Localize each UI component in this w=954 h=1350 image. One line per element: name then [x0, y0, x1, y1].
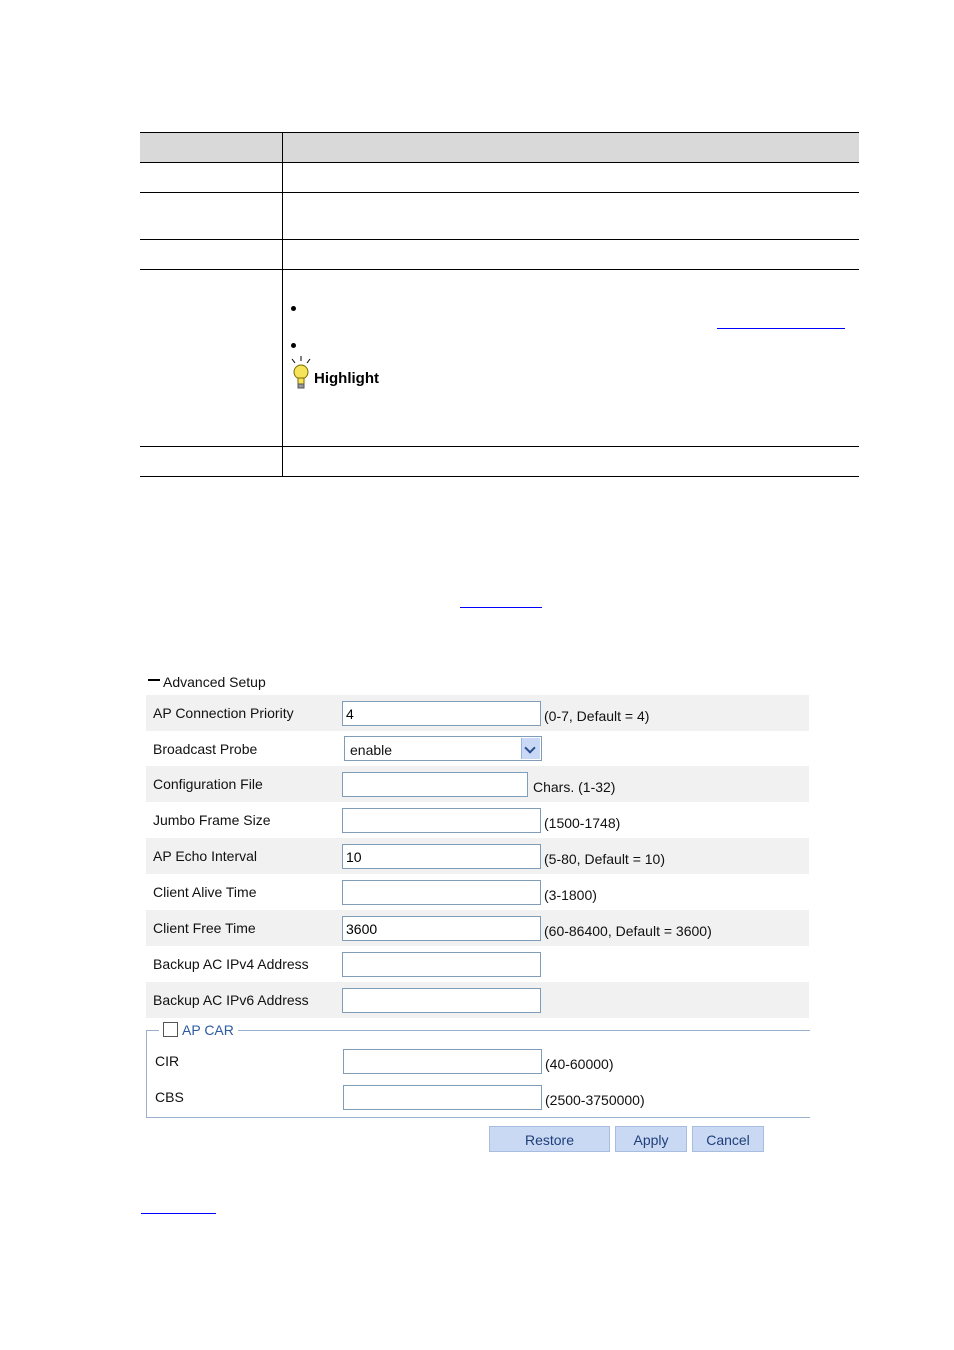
cbs-input[interactable]	[343, 1085, 542, 1110]
restore-button[interactable]: Restore	[489, 1126, 610, 1152]
backup-ac-ipv6-row	[146, 982, 809, 1018]
table-cell	[140, 270, 283, 447]
table-cell	[283, 163, 860, 193]
cross-reference-link[interactable]	[717, 328, 845, 329]
client-free-time-input[interactable]	[342, 916, 541, 941]
ap-connection-priority-hint: (0-7, Default = 4)	[544, 708, 650, 724]
table-cell	[283, 447, 860, 477]
client-free-time-label: Client Free Time	[153, 920, 256, 936]
ap-connection-priority-label: AP Connection Priority	[153, 705, 294, 721]
backup-ac-ipv6-input[interactable]	[342, 988, 541, 1013]
cancel-button[interactable]: Cancel	[692, 1126, 764, 1152]
table-cell	[140, 240, 283, 270]
configuration-file-input[interactable]	[342, 772, 528, 797]
client-alive-time-row	[146, 874, 809, 910]
broadcast-probe-row	[146, 731, 809, 767]
backup-ac-ipv4-row	[146, 946, 809, 982]
ap-connection-priority-row	[146, 695, 809, 731]
chevron-down-icon[interactable]	[521, 738, 540, 759]
backup-ac-ipv4-input[interactable]	[342, 952, 541, 977]
advanced-setup-header[interactable]	[146, 674, 266, 690]
table-row	[140, 163, 859, 193]
cbs-row	[147, 1079, 809, 1115]
jumbo-frame-size-input[interactable]	[342, 808, 541, 833]
jumbo-frame-size-label: Jumbo Frame Size	[153, 812, 271, 828]
configuration-file-row	[146, 766, 809, 802]
table-header-cell	[283, 133, 860, 163]
table-cell	[140, 163, 283, 193]
table-cell	[283, 193, 860, 240]
cbs-hint: (2500-3750000)	[545, 1092, 645, 1108]
configuration-file-hint: Chars. (1-32)	[533, 779, 616, 795]
ap-echo-interval-hint: (5-80, Default = 10)	[544, 851, 666, 867]
table-header-cell	[140, 133, 283, 163]
jumbo-frame-size-hint: (1500-1748)	[544, 815, 621, 831]
table-row	[140, 240, 859, 270]
table-reference-link[interactable]	[141, 1213, 216, 1214]
backup-ac-ipv4-label: Backup AC IPv4 Address	[153, 956, 309, 972]
cir-row	[147, 1043, 809, 1079]
lightbulb-icon	[289, 356, 313, 390]
client-alive-time-hint: (3-1800)	[544, 887, 597, 903]
table-row	[140, 193, 859, 240]
cbs-label: CBS	[155, 1089, 184, 1105]
table-cell	[140, 193, 283, 240]
table-row	[140, 447, 859, 477]
ap-echo-interval-row	[146, 838, 809, 874]
ap-echo-interval-input[interactable]	[342, 844, 541, 869]
table-row	[140, 270, 859, 447]
table-header-row	[140, 133, 859, 163]
advanced-setup-title: Advanced Setup	[163, 674, 266, 690]
broadcast-probe-label: Broadcast Probe	[153, 741, 258, 757]
jumbo-frame-size-row	[146, 802, 809, 838]
ap-car-legend[interactable]	[159, 1022, 238, 1038]
client-alive-time-input[interactable]	[342, 880, 541, 905]
table-cell	[140, 447, 283, 477]
ap-connection-priority-input[interactable]	[342, 701, 541, 726]
description-table	[140, 132, 859, 477]
table-cell	[283, 240, 860, 270]
ap-car-label: AP CAR	[182, 1022, 234, 1038]
ap-echo-interval-label: AP Echo Interval	[153, 848, 258, 864]
table-cell	[283, 270, 860, 447]
highlight-label: Highlight	[314, 370, 379, 387]
backup-ac-ipv6-label: Backup AC IPv6 Address	[153, 992, 309, 1008]
apply-button[interactable]: Apply	[615, 1126, 687, 1152]
cir-input[interactable]	[343, 1049, 542, 1074]
broadcast-probe-select[interactable]	[344, 736, 542, 761]
cir-hint: (40-60000)	[545, 1056, 614, 1072]
broadcast-probe-value: enable	[350, 742, 393, 758]
client-free-time-hint: (60-86400, Default = 3600)	[544, 923, 712, 939]
figure-reference-link[interactable]	[460, 607, 542, 608]
cir-label: CIR	[155, 1053, 180, 1069]
client-alive-time-label: Client Alive Time	[153, 884, 257, 900]
ap-car-fieldset	[146, 1022, 810, 1118]
client-free-time-row	[146, 910, 809, 946]
configuration-file-label: Configuration File	[153, 776, 263, 792]
ap-car-checkbox[interactable]	[163, 1022, 178, 1037]
bullet-dot	[291, 306, 296, 311]
collapse-icon[interactable]	[148, 679, 160, 681]
bullet-dot	[291, 343, 296, 348]
